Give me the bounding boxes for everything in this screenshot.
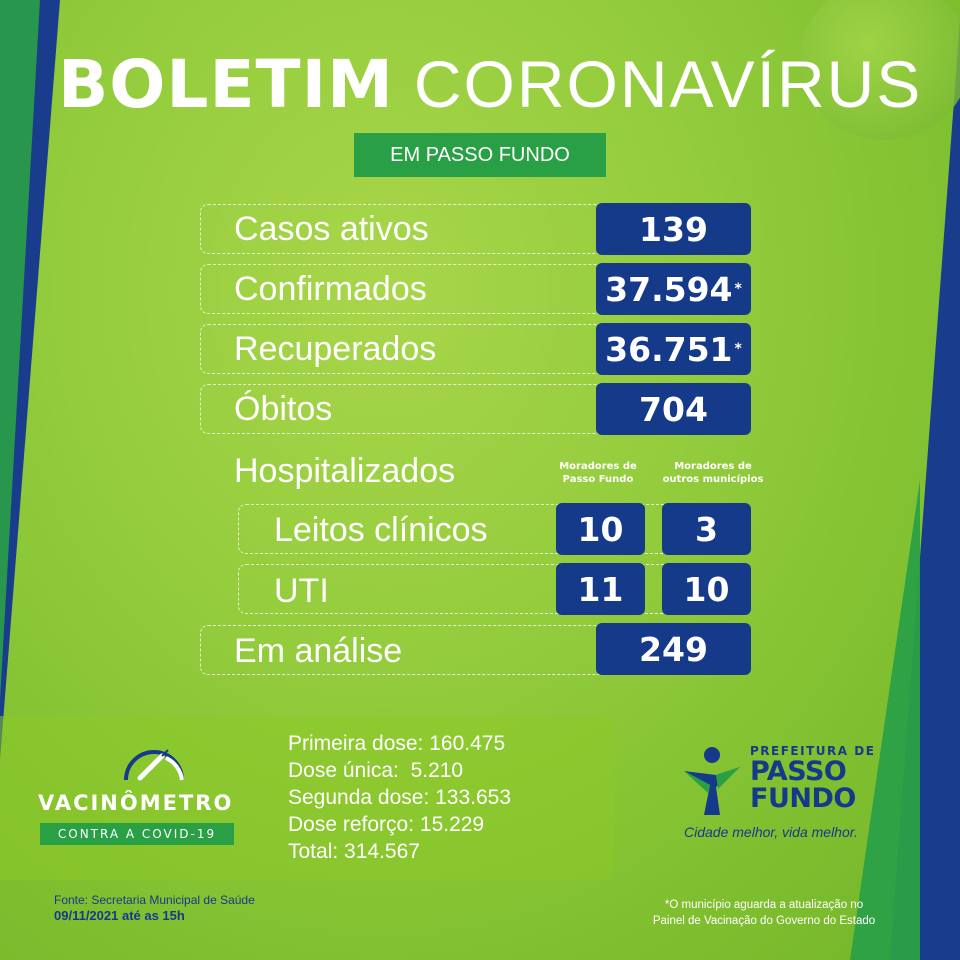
asterisk-mark: * [734,341,742,357]
value-uti-outros [662,563,751,615]
prefeitura-line2: PASSO [750,756,847,787]
dose-reforco: Dose reforço: 15.229 [288,813,485,836]
value-obitos [596,383,751,435]
col-head-outros-line1: Moradores de [674,461,752,472]
col-head-outros-municipios [652,460,774,486]
value-em-analise-text: 249 [639,629,708,669]
left-green-band [0,0,40,700]
col-head-passo-fundo [548,460,648,486]
value-confirmados-text: 37.594 [605,269,733,309]
value-leitos-pf [556,503,645,555]
footnote-line2: Painel de Vacinação do Governo do Estado [652,915,876,927]
label-em-analise: Em análise [234,632,403,670]
label-confirmados: Confirmados [234,270,427,308]
value-leitos-pf-text: 10 [577,509,624,549]
dose-list [288,730,511,865]
col-head-passo-fundo-line1: Moradores de [559,461,637,472]
source-date: 09/11/2021 até as 15h [54,908,185,923]
value-confirmados [596,263,751,315]
title-thin: CORONAVÍRUS [413,47,923,121]
title-bold: BOLETIM [58,46,394,123]
dose-segunda: Segunda dose: 133.653 [288,786,512,809]
value-uti-pf-text: 11 [577,569,624,609]
value-uti-pf [556,563,645,615]
label-uti: UTI [274,572,329,610]
source-text: Fonte: Secretaria Municipal de Saúde [54,893,255,907]
label-recuperados: Recuperados [234,330,437,368]
vacinometro-title: VACINÔMETRO [38,791,234,815]
col-head-outros-line2: outros municípios [662,474,764,485]
label-casos-ativos: Casos ativos [234,210,429,248]
value-casos-ativos-text: 139 [639,209,708,249]
footnote-line1: *O município aguarda a atualização no [664,899,864,911]
dose-primeira: Primeira dose: 160.475 [288,732,506,755]
source-note [54,892,255,924]
value-leitos-outros [662,503,751,555]
value-obitos-text: 704 [639,389,708,429]
label-hospitalizados: Hospitalizados [234,452,456,490]
prefeitura-line3: FUNDO [750,783,856,814]
footnote [628,897,900,929]
value-uti-outros-text: 10 [683,569,730,609]
prefeitura-name [750,744,875,812]
value-recuperados [596,323,751,375]
value-leitos-outros-text: 3 [695,509,718,549]
prefeitura-slogan: Cidade melhor, vida melhor. [684,824,858,840]
page-title [58,46,922,122]
vacinometro-subtitle: CONTRA A COVID-19 [40,823,234,845]
city-badge: EM PASSO FUNDO [354,133,606,177]
value-em-analise [596,623,751,675]
prefeitura-line1: PREFEITURA DE [750,744,876,758]
asterisk-mark: * [734,281,742,297]
label-leitos-clinicos: Leitos clínicos [274,511,488,549]
prefeitura-logo-icon [682,745,742,817]
value-recuperados-text: 36.751 [605,329,733,369]
value-casos-ativos [596,203,751,255]
gauge-syringe-icon [122,748,186,782]
dose-unica: Dose única: 5.210 [288,759,464,782]
col-head-passo-fundo-line2: Passo Fundo [562,474,634,485]
label-obitos: Óbitos [234,390,333,428]
right-green-band [850,480,920,960]
dose-total: Total: 314.567 [288,840,420,863]
